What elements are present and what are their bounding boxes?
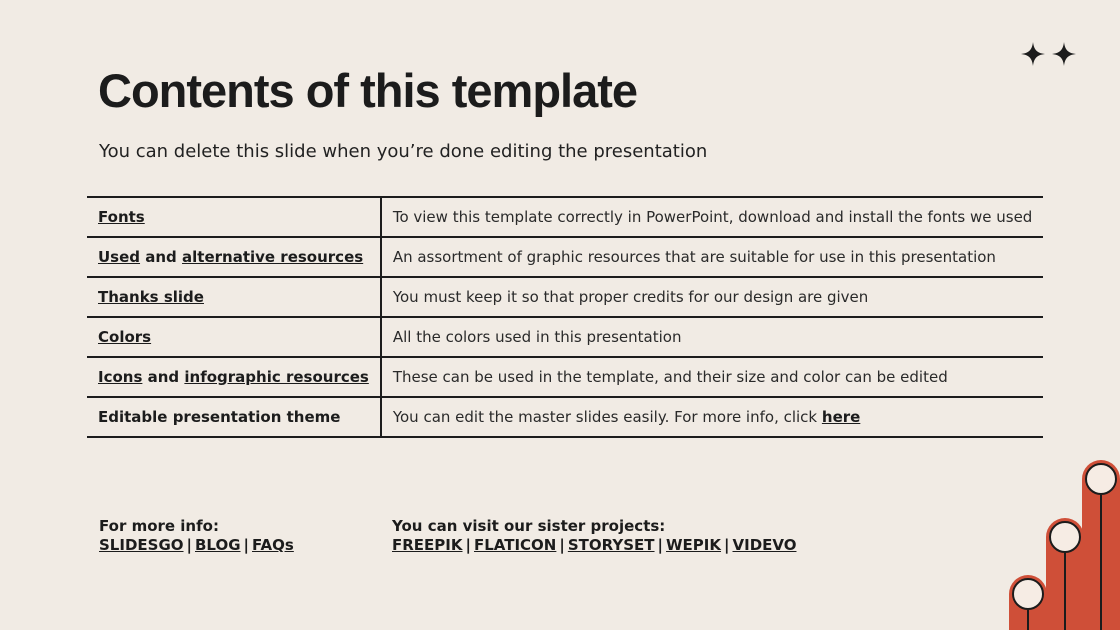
link-videvo[interactable]: VIDEVO [732,536,797,554]
link-thanks-slide[interactable]: Thanks slide [98,288,204,306]
row-description: An assortment of graphic resources that are suitable for use in this presentation [392,248,996,266]
topic-text: and [142,368,185,386]
link-separator: | [657,536,664,554]
link-fonts[interactable]: Fonts [98,208,145,226]
page-subtitle: You can delete this slide when you’re done editing the presentation [99,141,708,162]
row-description: You must keep it so that proper credits for our design are given [392,288,869,306]
link-storyset[interactable]: STORYSET [567,536,655,554]
page-title: Contents of this template [98,64,638,117]
link-separator: | [724,536,730,554]
topic-text: Editable presentation theme [98,408,341,426]
link-slidesgo[interactable]: SLIDESGO [99,536,184,554]
link-separator: | [186,536,192,554]
link-wepik[interactable]: WEPIK [666,536,722,554]
link-separator: | [243,536,250,554]
link-colors[interactable]: Colors [98,328,152,346]
link-alternative-resources[interactable]: alternative resources [182,248,364,266]
link-icons[interactable]: Icons [98,368,143,386]
link-used[interactable]: Used [98,248,141,266]
more-info-heading: For more info: [99,517,219,535]
link-flaticon[interactable]: FLATICON [473,536,557,554]
link-faqs[interactable]: FAQs [252,536,294,554]
row-description: These can be used in the template, and their size and color can be edited [392,368,948,386]
link-here[interactable]: here [821,408,861,426]
link-separator: | [559,536,565,554]
row-description: You can edit the master slides easily. For more info, click [392,408,822,426]
link-infographic-resources[interactable]: infographic resources [184,368,369,386]
row-description: To view this template correctly in PowerPoint, download and install the fonts we used [392,208,1033,226]
link-freepik[interactable]: FREEPIK [392,536,463,554]
sister-projects-heading: You can visit our sister projects: [392,517,666,535]
topic-text: and [140,248,183,266]
link-separator: | [465,536,471,554]
link-blog[interactable]: BLOG [195,536,241,554]
row-description: All the colors used in this presentation [392,328,682,346]
